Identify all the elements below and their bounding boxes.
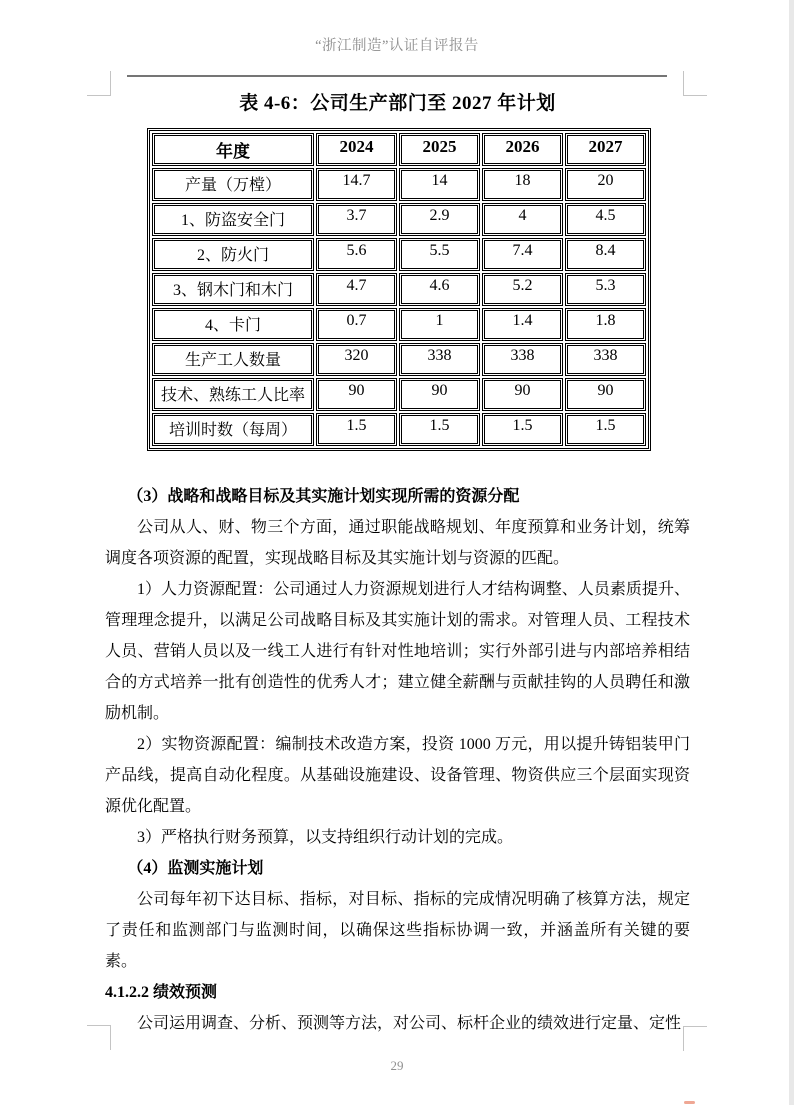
cell-value: 1.5: [316, 413, 397, 446]
paragraph-human-resources: 1）人力资源配置：公司通过人力资源规划进行人才结构调整、人员素质提升、管理理念提升，以满足公司战略目标及其实施计划的需求。对管理人员、工程技术人员、营销人员以及一线工人进行有针对性地培训；实行外部引进与内部培养相结合的方式培养一批有创造性的优秀人才；建立健全薪酬与贡献挂钩的人员聘任和激励机制。: [105, 581, 690, 722]
cell-value: 20: [565, 168, 646, 201]
table-title: 表 4-6：公司生产部门至 2027 年计划: [239, 93, 556, 114]
row-label: 2、防火门: [152, 238, 314, 271]
column-header: 2027: [565, 133, 646, 166]
cell-value: 14.7: [316, 168, 397, 201]
table-row: [152, 238, 646, 271]
body-text: [105, 481, 690, 1039]
heading-resource-allocation: （3）战略和战略目标及其实施计划实现所需的资源分配: [127, 488, 520, 505]
paragraph-performance: 公司运用调查、分析、预测等方法，对公司、标杆企业的绩效进行定量、定性: [137, 1015, 682, 1032]
cell-value: 5.2: [482, 273, 563, 306]
cell-value: 320: [316, 343, 397, 376]
page-number: 29: [390, 1058, 404, 1073]
cell-value: 4: [482, 203, 563, 236]
artifact-red-smudge: [684, 1101, 695, 1104]
cell-value: 1.5: [482, 413, 563, 446]
cell-value: 18: [482, 168, 563, 201]
cell-value: 90: [316, 378, 397, 411]
row-label: 3、钢木门和木门: [152, 273, 314, 306]
cell-value: 3.7: [316, 203, 397, 236]
table-row: [152, 343, 646, 376]
page-content: [105, 88, 690, 1039]
cell-value: 90: [399, 378, 480, 411]
heading-performance-forecast: 4.1.2.2 绩效预测: [105, 984, 218, 1001]
header-rule: [127, 75, 667, 77]
canvas-right-edge: [789, 0, 794, 1105]
row-label: 4、卡门: [152, 308, 314, 341]
row-label: 技术、熟练工人比率: [152, 378, 314, 411]
cell-value: 7.4: [482, 238, 563, 271]
row-label: 产量（万樘）: [152, 168, 314, 201]
row-label: 1、防盗安全门: [152, 203, 314, 236]
column-header: 2026: [482, 133, 563, 166]
table-row: [152, 273, 646, 306]
cell-value: 0.7: [316, 308, 397, 341]
paragraph-financial-budget: 3）严格执行财务预算，以支持组织行动计划的完成。: [137, 829, 514, 846]
paragraph-monitoring: 公司每年初下达目标、指标，对目标、指标的完成情况明确了核算方法，规定了责任和监测部门与监测时间，以确保这些指标协调一致，并涵盖所有关键的要素。: [105, 891, 690, 970]
cell-value: 338: [482, 343, 563, 376]
cell-value: 5.3: [565, 273, 646, 306]
cell-value: 1.4: [482, 308, 563, 341]
heading-monitor-plan: （4）监测实施计划: [127, 860, 264, 877]
cell-value: 1.5: [399, 413, 480, 446]
cell-value: 90: [565, 378, 646, 411]
table-row: [152, 168, 646, 201]
cell-value: 8.4: [565, 238, 646, 271]
cell-value: 1.8: [565, 308, 646, 341]
running-header: “浙江制造”认证自评报告: [315, 38, 479, 54]
column-header: 年度: [152, 133, 314, 166]
cell-value: 90: [482, 378, 563, 411]
cell-value: 5.5: [399, 238, 480, 271]
row-label: 生产工人数量: [152, 343, 314, 376]
cell-value: 4.7: [316, 273, 397, 306]
cell-value: 338: [565, 343, 646, 376]
cell-value: 338: [399, 343, 480, 376]
table-row: [152, 413, 646, 446]
cell-value: 1: [399, 308, 480, 341]
column-header: 2024: [316, 133, 397, 166]
cell-value: 4.6: [399, 273, 480, 306]
table-row: [152, 308, 646, 341]
cell-value: 2.9: [399, 203, 480, 236]
column-header: 2025: [399, 133, 480, 166]
cell-value: 14: [399, 168, 480, 201]
cell-value: 5.6: [316, 238, 397, 271]
table-header-row: [152, 133, 646, 166]
table-row: [152, 378, 646, 411]
table-row: [152, 203, 646, 236]
paragraph-overview: 公司从人、财、物三个方面，通过职能战略规划、年度预算和业务计划，统筹调度各项资源的配置，实现战略目标及其实施计划与资源的匹配。: [105, 519, 690, 567]
cell-value: 4.5: [565, 203, 646, 236]
row-label: 培训时数（每周）: [152, 413, 314, 446]
production-plan-table: [147, 128, 651, 451]
cell-value: 1.5: [565, 413, 646, 446]
paragraph-physical-resources: 2）实物资源配置：编制技术改造方案，投资 1000 万元，用以提升铸铝装甲门产品线，提高自动化程度。从基础设施建设、设备管理、物资供应三个层面实现资源优化配置。: [105, 736, 690, 815]
